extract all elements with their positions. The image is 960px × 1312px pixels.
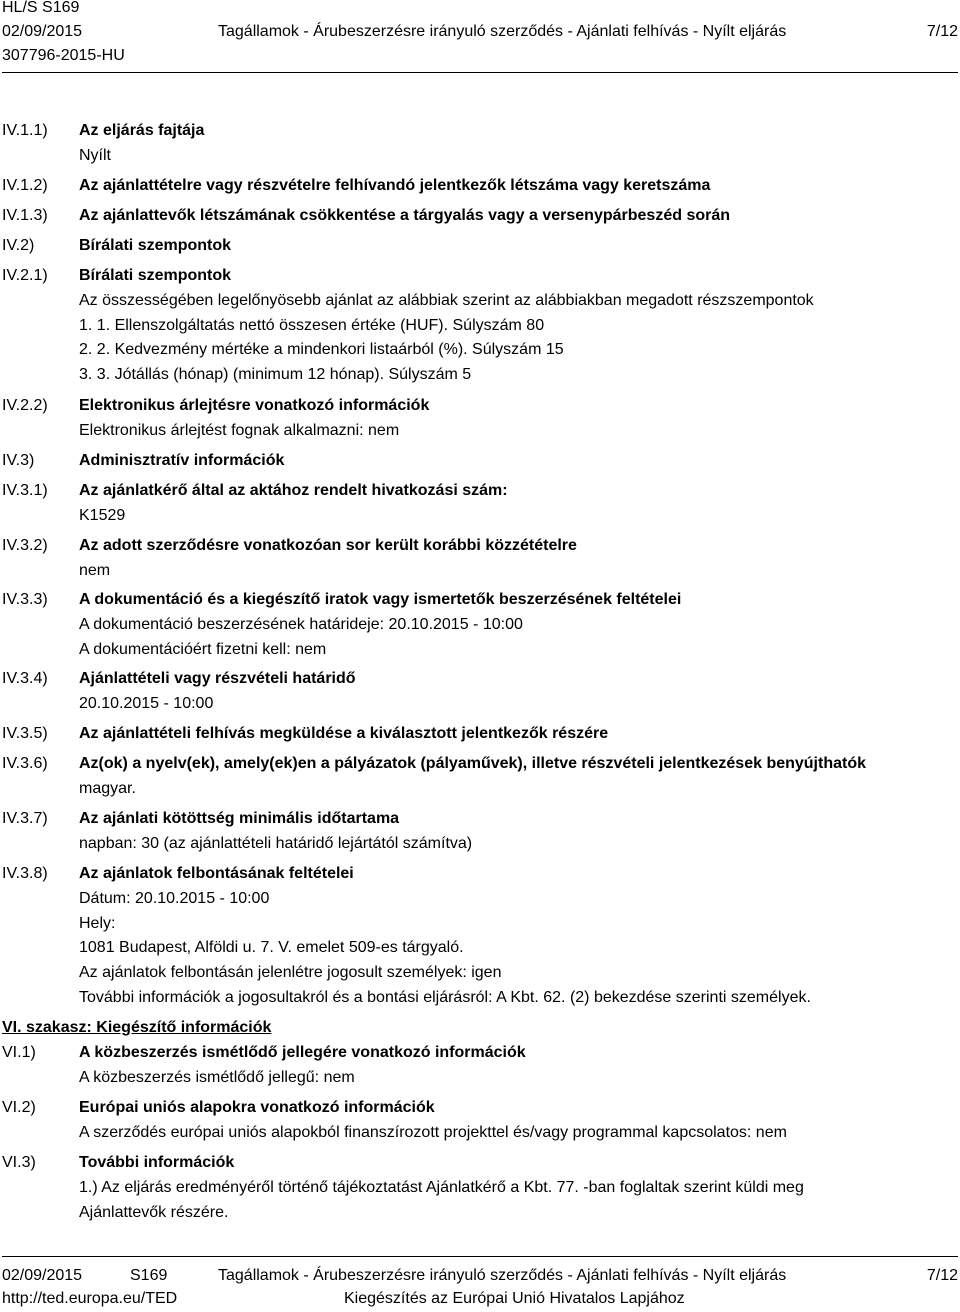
section-value: Nyílt (79, 146, 111, 164)
footer-publisher: Kiegészítés az Európai Unió Hivatalos Lapjához (344, 1290, 685, 1307)
opening-place: 1081 Budapest, Alföldi u. 7. V. emelet 509-es tárgyaló. (79, 939, 464, 957)
section-vi-2 (79, 1096, 952, 1146)
section-heading: Az eljárás fajtája (79, 122, 205, 139)
section-number: IV.1.1) (2, 122, 48, 139)
page-footer (2, 1256, 958, 1312)
opening-date: Dátum: 20.10.2015 - 10:00 (79, 889, 270, 907)
section-heading: Az ajánlatok felbontásának feltételei (79, 865, 354, 882)
criterion-item: 1. 1. Ellenszolgáltatás nettó összesen értéke (HUF). Súlyszám 80 (79, 316, 545, 334)
section-heading: Bírálati szempontok (79, 237, 232, 254)
section-heading: A közbeszerzés ismétlődő jellegére vonatkozó információk (79, 1044, 526, 1061)
section-number: VI.3) (2, 1154, 36, 1171)
header-document-number: 307796-2015-HU (2, 47, 125, 64)
section-value: A dokumentáció beszerzésének határideje: 20.10.2015 - 10:00 (79, 615, 523, 633)
section-heading: Az ajánlatkérő által az aktához rendelt hivatkozási szám: (79, 482, 508, 499)
section-heading: Az adott szerződésre vonatkozóan sor került korábbi közzétételre (79, 537, 577, 554)
section-value: A közbeszerzés ismétlődő jellegű: nem (79, 1068, 355, 1086)
criterion-item: 3. 3. Jótállás (hónap) (minimum 12 hónap). Súlyszám 5 (79, 366, 472, 384)
section-iv-3-2 (79, 534, 952, 584)
section-number: IV.3) (2, 452, 35, 469)
section-value: 20.10.2015 - 10:00 (79, 694, 214, 712)
section-value: 1.) Az eljárás eredményéről történő tájékoztatást Ajánlatkérő a Kbt. 77. -ban foglaltak szerint küldi meg (79, 1178, 804, 1196)
section-number: IV.1.2) (2, 177, 48, 194)
section-heading: Az ajánlattételi felhívás megküldése a kiválasztott jelentkezők részére (79, 725, 609, 742)
header-series: HL/S S169 (2, 0, 80, 16)
section-value: A szerződés európai uniós alapokból finanszírozott projekttel és/vagy programmal kapcsolatos: nem (79, 1123, 787, 1141)
section-vi-3 (79, 1151, 952, 1225)
section-number: IV.3.8) (2, 865, 48, 882)
section-value: magyar. (79, 779, 136, 797)
section-vi-1 (79, 1041, 952, 1091)
opening-persons: Az ajánlatok felbontásán jelenlétre jogosult személyek: igen (79, 964, 502, 982)
criterion-item: 2. 2. Kedvezmény mértéke a mindenkori listaárból (%). Súlyszám 15 (79, 341, 564, 359)
section-vi-title: VI. szakasz: Kiegészítő információk (2, 1019, 272, 1036)
section-number: IV.3.3) (2, 591, 48, 608)
section-iv-3-3 (79, 588, 952, 662)
section-heading: Bírálati szempontok (79, 267, 232, 284)
section-heading: Az(ok) a nyelv(ek), amely(ek)en a pályázatok (pályaművek), illetve részvételi jelentkezések benyújthatók (79, 755, 866, 772)
section-number: IV.3.2) (2, 537, 48, 554)
section-iv-3-8 (79, 862, 952, 1011)
section-heading: Elektronikus árlejtésre vonatkozó információk (79, 397, 430, 414)
section-heading: A dokumentáció és a kiegészítő iratok vagy ismertetők beszerzésének feltételei (79, 591, 682, 608)
section-number: VI.1) (2, 1044, 36, 1061)
section-heading: Európai uniós alapokra vonatkozó információk (79, 1099, 435, 1116)
section-number: IV.2.1) (2, 267, 48, 284)
footer-page-number: 7/12 (926, 1267, 958, 1284)
section-number: IV.3.5) (2, 725, 48, 742)
footer-date: 02/09/2015 (2, 1267, 83, 1284)
footer-url: http://ted.europa.eu/TED (2, 1290, 178, 1307)
section-iv-3-1 (79, 479, 952, 529)
footer-title: Tagállamok - Árubeszerzésre irányuló szerződés - Ajánlati felhívás - Nyílt eljárás (218, 1267, 787, 1284)
header-date: 02/09/2015 (2, 23, 83, 40)
section-value: Elektronikus árlejtést fognak alkalmazni: nem (79, 421, 400, 439)
section-iv-3-6 (79, 752, 952, 802)
section-number: IV.1.3) (2, 207, 48, 224)
header-page-number: 7/12 (926, 23, 958, 40)
section-heading: Az ajánlattételre vagy részvételre felhívandó jelentkezők létszáma vagy keretszáma (79, 177, 711, 194)
section-heading: Ajánlattételi vagy részvételi határidő (79, 670, 356, 687)
section-heading: Az ajánlati kötöttség minimális időtartama (79, 810, 400, 827)
section-number: IV.3.7) (2, 810, 48, 827)
section-number: IV.2) (2, 237, 35, 254)
section-value: A dokumentációért fizetni kell: nem (79, 640, 327, 658)
header-title: Tagállamok - Árubeszerzésre irányuló szerződés - Ajánlati felhívás - Nyílt eljárás (218, 23, 787, 40)
section-value: nem (79, 561, 111, 579)
footer-series: S169 (130, 1267, 168, 1284)
section-number: IV.2.2) (2, 397, 48, 414)
section-number: IV.3.4) (2, 670, 48, 687)
section-iv-2-2 (79, 394, 952, 444)
criteria-intro: Az összességében legelőnyösebb ajánlat az alábbiak szerint az alábbiakban megadott részszempontok (79, 291, 814, 309)
section-iv-3-7 (79, 807, 952, 857)
section-number: IV.3.1) (2, 482, 48, 499)
section-heading: Az ajánlattevők létszámának csökkentése a tárgyalás vagy a versenypárbeszéd során (79, 207, 731, 224)
section-value: K1529 (79, 506, 126, 524)
section-number: IV.3.6) (2, 755, 48, 772)
section-heading: További információk (79, 1154, 235, 1171)
page-header (2, 0, 958, 73)
section-iv-2-1 (79, 264, 952, 388)
section-heading: Adminisztratív információk (79, 452, 285, 469)
opening-place-label: Hely: (79, 914, 116, 932)
section-value: napban: 30 (az ajánlattételi határidő lejártától számítva) (79, 834, 473, 852)
section-iv-1-1 (79, 119, 952, 169)
section-value: Ajánlattevők részére. (79, 1203, 229, 1221)
opening-more-info: További információk a jogosultakról és a bontási eljárásról: A Kbt. 62. (2) bekezdése szerinti személyek. (79, 988, 811, 1006)
section-number: VI.2) (2, 1099, 36, 1116)
section-iv-3-4 (79, 667, 952, 717)
